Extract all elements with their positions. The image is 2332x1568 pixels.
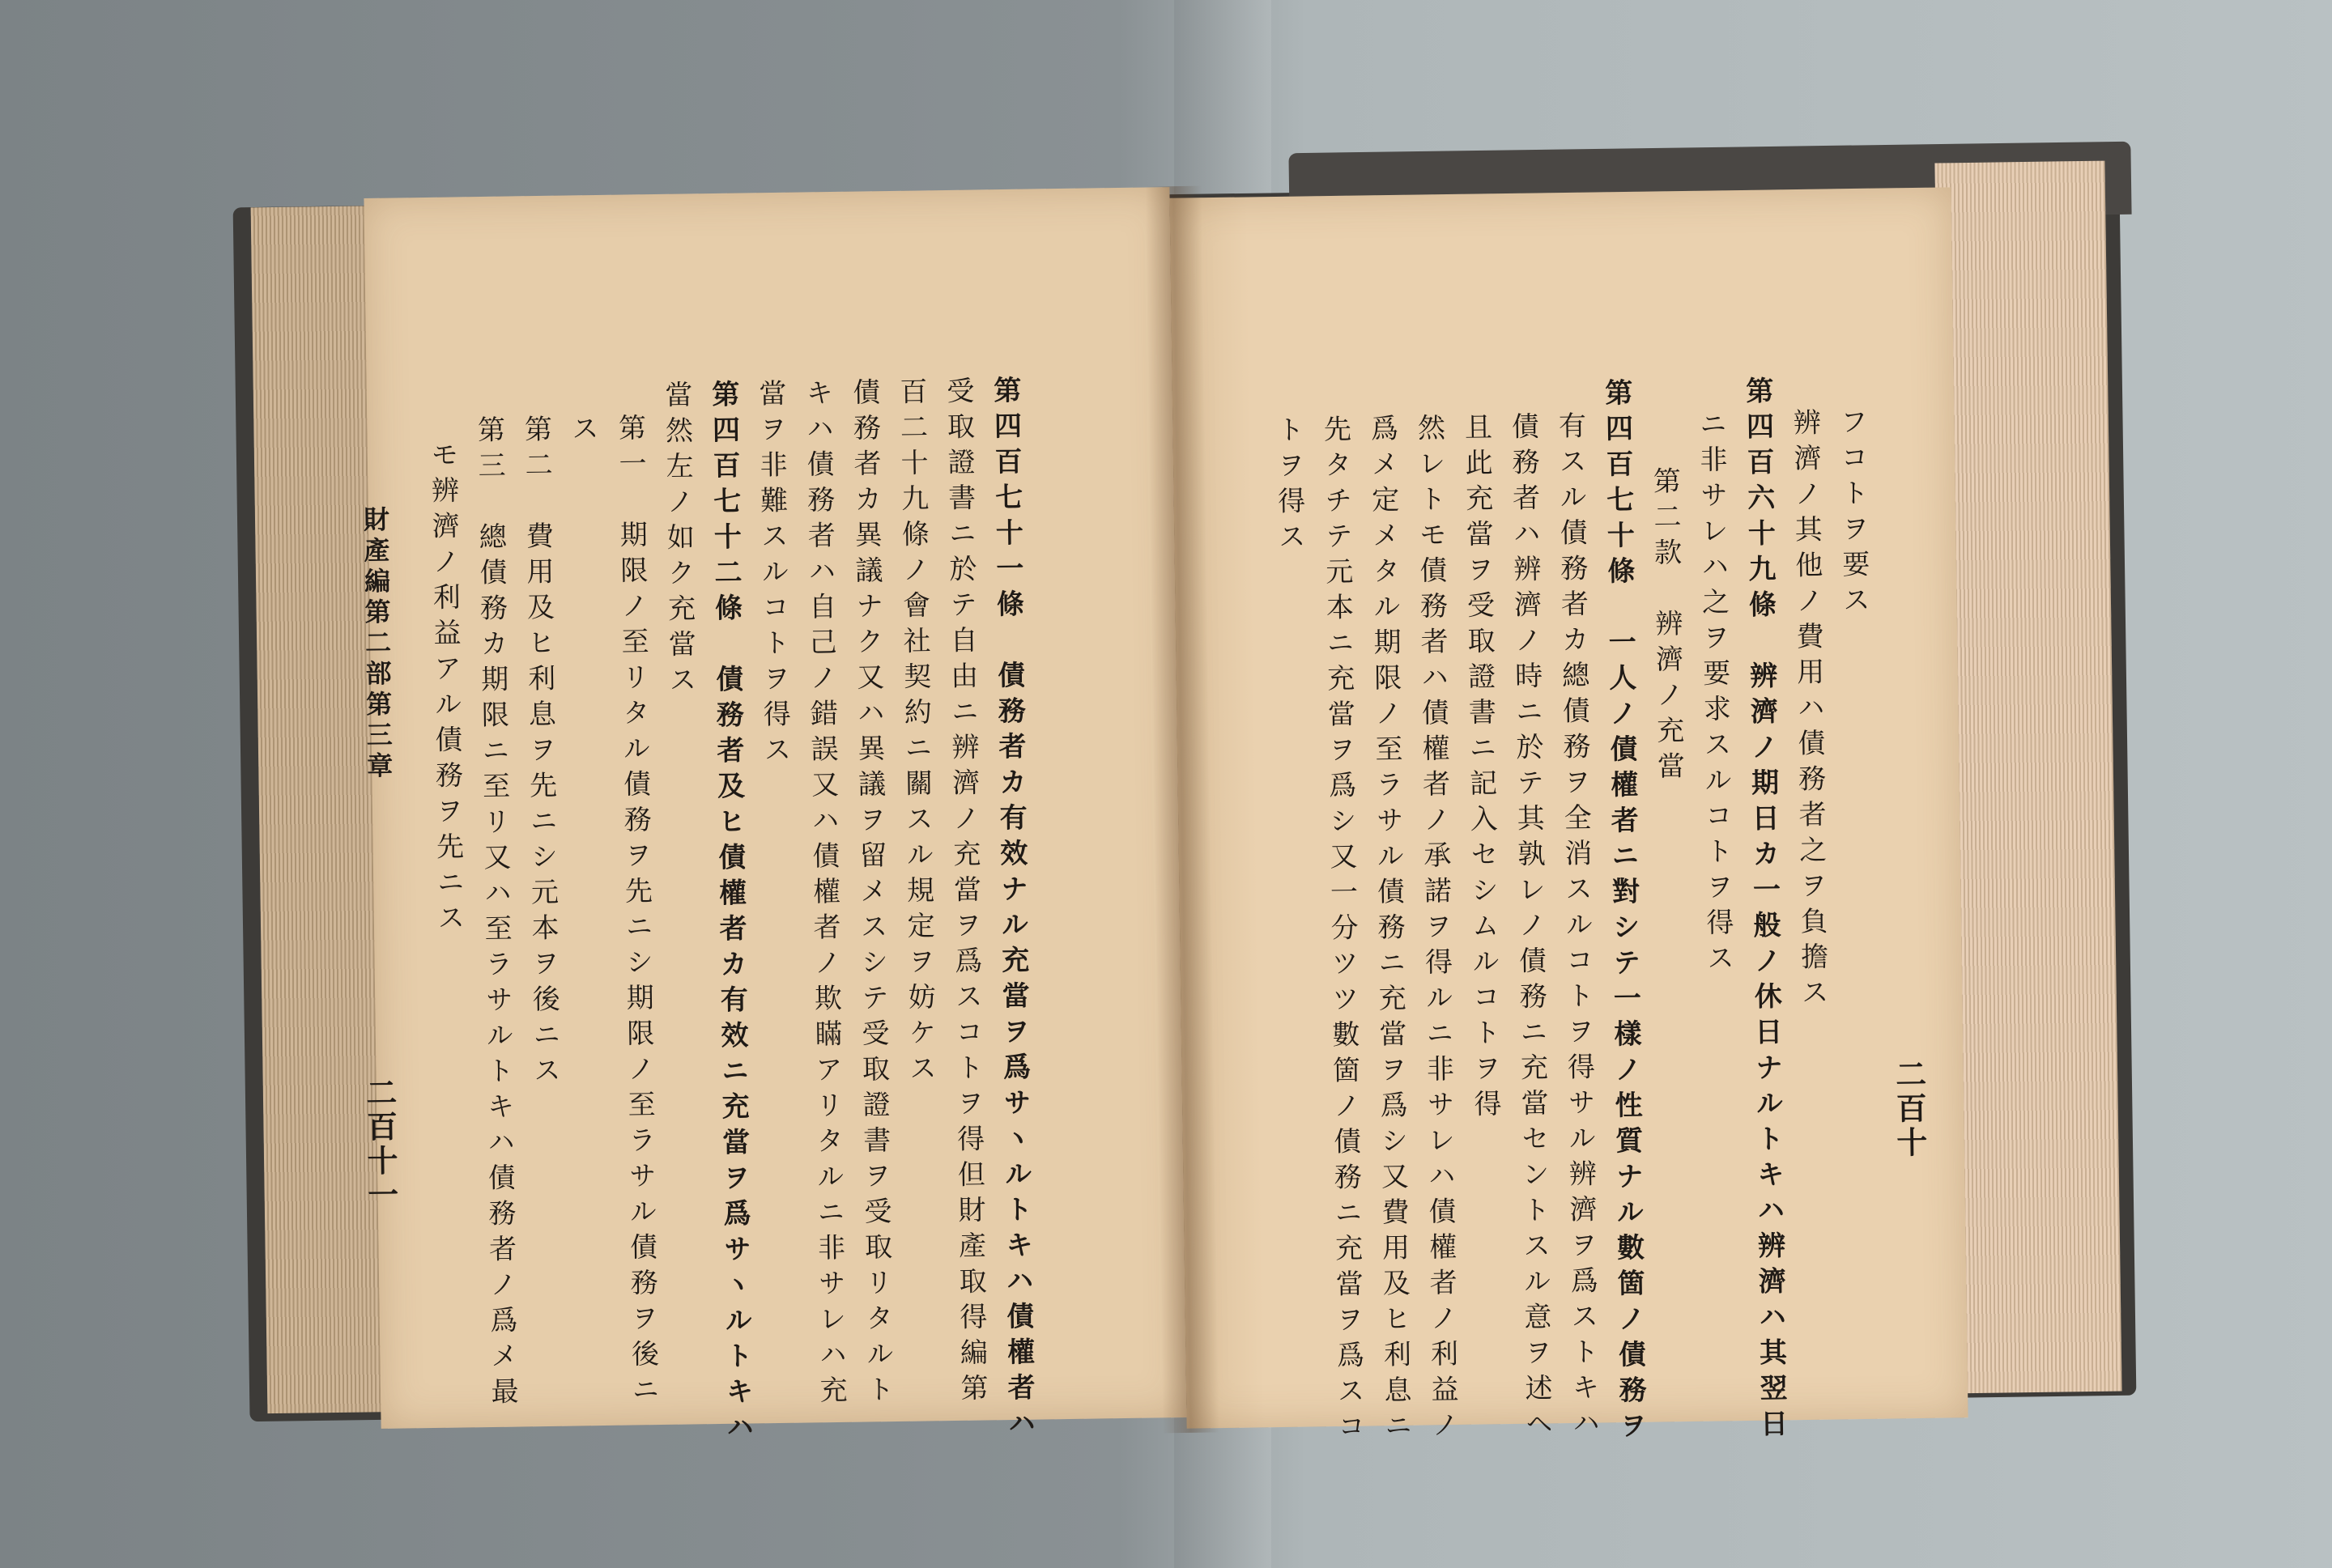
right-page xyxy=(1169,187,1968,1448)
right-col-5: 第二款 辨濟ノ充當 xyxy=(1648,466,1685,788)
right-col-8: 債務者ハ辨濟ノ時ニ於テ其孰レノ債務ニ充當セントスル意ヲ述ヘ xyxy=(1506,411,1553,1445)
right-col-9: 且此充當ヲ受取證書ニ記入セシムルコトヲ得 xyxy=(1459,412,1502,1125)
right-col-13: トヲ得ス xyxy=(1271,414,1306,559)
left-page-number: 二百十一 xyxy=(360,1076,399,1213)
left-col-8: 當然左ノ如ク充當ス xyxy=(659,380,697,701)
right-col-7: 有スル債務者カ總債務ヲ全消スルコトヲ得サル辨濟ヲ爲ストキハ xyxy=(1553,410,1600,1445)
left-running-head: 財產編第二部第三章 xyxy=(359,505,394,784)
left-col-1: 第四百七十一條 債務者カ有效ナル充當ヲ爲サヽルトキハ債權者ハ xyxy=(988,375,1036,1445)
right-col-4: ニ非サレハ之ヲ要求スルコトヲ得ス xyxy=(1694,409,1734,979)
right-col-11: 爲メ定メタル期限ノ至ラサル債務ニ充當ヲ爲シ又費用及ヒ利息ニ xyxy=(1365,413,1412,1447)
left-col-13: モ辨濟ノ利益アル債務ヲ先ニス xyxy=(425,440,466,939)
left-col-4: 債務者カ異議ナク又ハ異議ヲ留メスシテ受取證書ヲ受取リタルト xyxy=(847,377,895,1411)
left-page-overlay xyxy=(364,187,1186,1429)
right-col-1: フコトヲ要ス xyxy=(1835,406,1870,622)
right-page-number: 二百十 xyxy=(1890,1057,1929,1161)
left-col-6: 當ヲ非難スルコトヲ得ス xyxy=(753,378,792,771)
right-col-2: 辨濟ノ其他ノ費用ハ債務者之ヲ負擔ス xyxy=(1788,407,1829,1014)
left-col-12: 第三 總債務カ期限ニ至リ又ハ至ラサルトキハ債務者ノ爲メ最 xyxy=(472,414,519,1413)
left-col-11: 第二 費用及ヒ利息ヲ先ニシ元本ヲ後ニス xyxy=(519,414,561,1092)
right-col-3: 第四百六十九條 辨濟ノ期日カ一般ノ休日ナルトキハ辨濟ハ其翌日 xyxy=(1740,376,1789,1445)
right-col-6: 第四百七十條 一人ノ債權者ニ對シテ一樣ノ性質ナル數箇ノ債務ヲ xyxy=(1599,377,1648,1447)
right-col-10: 然レトモ債務者ハ債權者ノ承諾ヲ得ルニ非サレハ債權者ノ利益ノ xyxy=(1412,413,1459,1447)
left-col-5: キハ債務者ハ自己ノ錯誤又ハ債權者ノ欺瞞アリタルニ非サレハ充 xyxy=(800,377,848,1412)
right-col-12: 先タチテ元本ニ充當ヲ爲シ又一分ツツ數箇ノ債務ニ充當ヲ爲スコ xyxy=(1318,414,1365,1448)
left-col-10: ス xyxy=(566,414,599,450)
left-col-9: 第一 期限ノ至リタル債務ヲ先ニシ期限ノ至ラサル債務ヲ後ニ xyxy=(613,413,660,1411)
left-col-3: 百二十九條ノ會社契約ニ關スル規定ヲ妨ケス xyxy=(894,376,937,1090)
left-col-2: 受取證書ニ於テ自由ニ辨濟ノ充當ヲ爲スコトヲ得但財產取得編第 xyxy=(941,376,989,1409)
left-col-7: 第四百七十二條 債務者及ヒ債權者カ有效ニ充當ヲ爲サヽルトキハ xyxy=(706,379,755,1449)
